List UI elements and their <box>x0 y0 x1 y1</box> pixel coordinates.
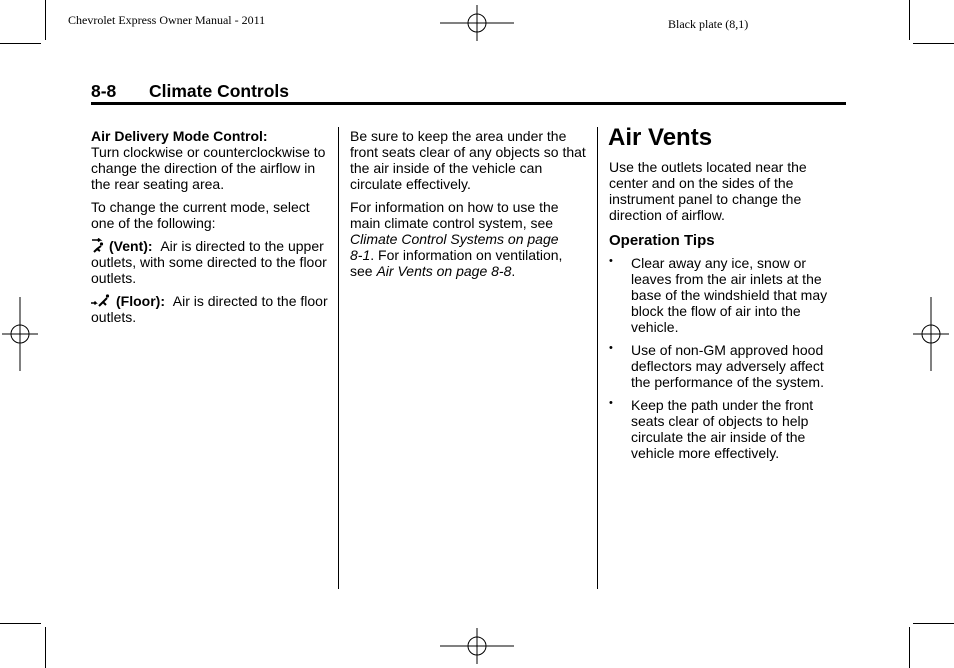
floor-mode-paragraph <box>91 293 331 325</box>
column-1 <box>91 128 331 332</box>
registration-mark-icon <box>913 297 949 371</box>
registration-mark-icon <box>2 297 38 371</box>
cross-reference-link[interactable]: Climate Control Systems on page 8‑1 <box>350 231 559 263</box>
paragraph: Be sure to keep the area under the front seats clear of any objects so that the air inside of the vehicle can circulate effectively. <box>350 128 586 192</box>
column-divider <box>338 127 339 589</box>
crop-mark <box>913 43 954 44</box>
crop-mark <box>45 0 46 40</box>
list-item: • Clear away any ice, snow or leaves from the air inlets at the base of the windshield that may block the flow of air into the vehicle. <box>609 255 828 335</box>
air-delivery-mode-text: Turn clockwise or counterclockwise to change the direction of the airflow in the rear seating area. <box>91 144 326 192</box>
bullet: • <box>609 255 613 267</box>
air-delivery-mode-label: Air Delivery Mode Control: <box>91 128 268 144</box>
floor-mode-label: (Floor): <box>116 293 165 309</box>
registration-mark-icon <box>440 628 514 664</box>
running-header-title: Chevrolet Express Owner Manual - 2011 <box>68 13 266 27</box>
vent-mode-text: Air is directed to the upper outlets, with some directed to the floor outlets. <box>91 238 327 286</box>
registration-mark-icon <box>440 5 514 41</box>
floor-mode-text: Air is directed to the floor outlets. <box>91 293 328 325</box>
list-item: • Keep the path under the front seats clear of objects to help circulate the air inside of the vehicle more effectively. <box>609 397 814 461</box>
paragraph: To change the current mode, select one of the following: <box>91 199 310 231</box>
cross-reference-link[interactable]: Air Vents on page 8‑8 <box>376 263 512 279</box>
section-heading <box>91 81 289 102</box>
running-header-plate: Black plate (8,1) <box>668 17 749 31</box>
list-item: • Use of non-GM approved hood deflectors may adversely affect the performance of the system. <box>609 342 824 390</box>
crop-mark <box>0 43 41 44</box>
column-divider <box>597 127 598 589</box>
crop-mark <box>909 0 910 40</box>
crop-mark <box>913 623 954 624</box>
bullet: • <box>609 397 613 409</box>
vent-mode-label: (Vent): <box>109 238 153 254</box>
crop-mark <box>45 627 46 668</box>
crop-mark <box>0 623 41 624</box>
section-rule <box>91 102 846 105</box>
section-number: 8-8 <box>91 81 117 101</box>
column-3 <box>609 159 847 468</box>
paragraph <box>91 128 331 192</box>
floor-mode-icon <box>91 294 112 308</box>
vent-mode-icon <box>91 238 105 253</box>
section-title: Climate Controls <box>149 81 290 101</box>
paragraph: For information on how to use the main climate control system, see Climate Control Systems on page 8‑1. For information on ventilation, see Air Vents on page 8‑8. <box>350 199 563 279</box>
paragraph: Use the outlets located near the center and on the sides of the instrument panel to change the direction of airflow. <box>609 159 807 223</box>
page-title: Air Vents <box>608 124 713 151</box>
tips-list <box>609 255 847 461</box>
crop-mark <box>909 627 910 668</box>
subheading: Operation Tips <box>609 232 715 249</box>
bullet: • <box>609 342 613 354</box>
column-2 <box>350 128 586 286</box>
vent-mode-paragraph <box>91 238 331 286</box>
